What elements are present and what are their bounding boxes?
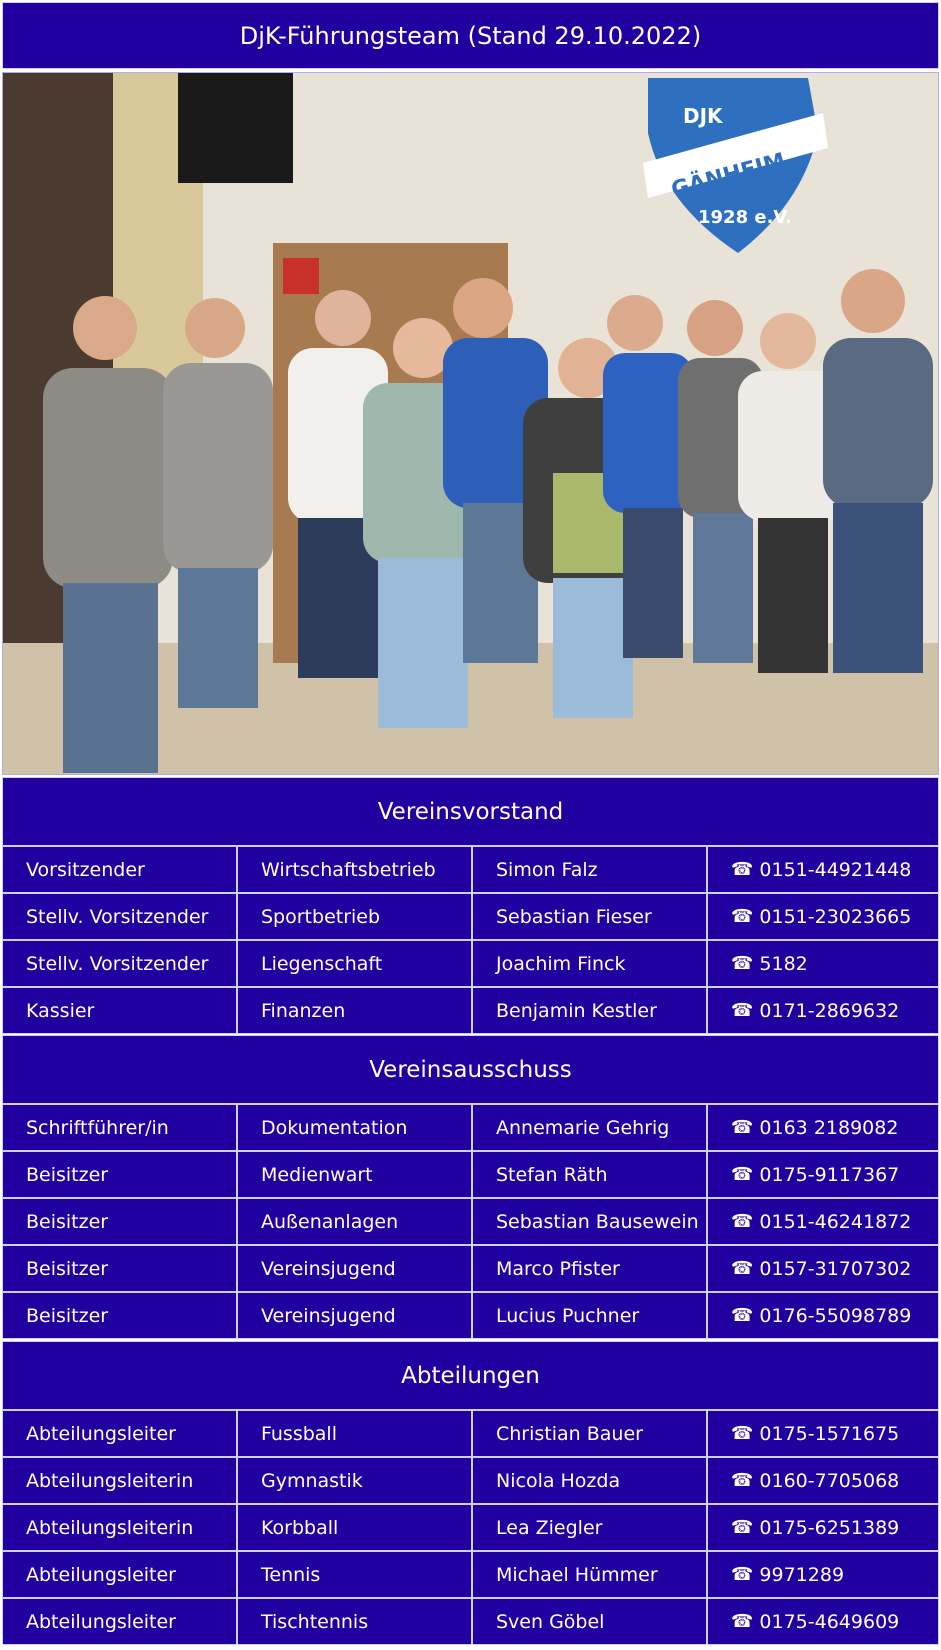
area-cell: Sportbetrieb <box>237 893 472 940</box>
phone-number[interactable]: 0175-1571675 <box>759 1422 900 1445</box>
section-title: Vereinsvorstand <box>2 777 939 846</box>
logo-text-2: GÄNHEIM <box>668 148 789 204</box>
table-row <box>2 893 939 940</box>
name-cell: Nicola Hozda <box>472 1457 707 1504</box>
section-title: Abteilungen <box>2 1341 939 1410</box>
phone-cell[interactable] <box>707 940 939 987</box>
area-cell: Wirtschaftsbetrieb <box>237 846 472 893</box>
name-cell: Benjamin Kestler <box>472 987 707 1034</box>
phone-number[interactable]: 0171-2869632 <box>759 999 900 1022</box>
name-cell: Michael Hümmer <box>472 1551 707 1598</box>
area-cell: Korbball <box>237 1504 472 1551</box>
phone-number[interactable]: 0175-6251389 <box>759 1516 900 1539</box>
phone-number[interactable]: 0151-44921448 <box>759 858 912 881</box>
phone-icon: ☎ <box>731 1258 754 1279</box>
role-cell: Beisitzer <box>2 1151 237 1198</box>
area-cell: Vereinsjugend <box>237 1245 472 1292</box>
role-cell: Abteilungsleiter <box>2 1551 237 1598</box>
phone-icon: ☎ <box>731 1117 754 1138</box>
table-row <box>2 1245 939 1292</box>
role-cell: Abteilungsleiter <box>2 1598 237 1645</box>
name-cell: Sven Göbel <box>472 1598 707 1645</box>
role-cell: Vorsitzender <box>2 846 237 893</box>
area-cell: Außenanlagen <box>237 1198 472 1245</box>
table-row <box>2 1151 939 1198</box>
fire-extinguisher-sign-icon <box>283 258 319 294</box>
phone-cell[interactable] <box>707 987 939 1034</box>
table-row <box>2 940 939 987</box>
table-row <box>2 1504 939 1551</box>
role-cell: Abteilungsleiter <box>2 1410 237 1457</box>
table-row <box>2 1104 939 1151</box>
phone-number[interactable]: 0157-31707302 <box>759 1257 912 1280</box>
role-cell: Schriftführer/in <box>2 1104 237 1151</box>
phone-cell[interactable] <box>707 1598 939 1645</box>
phone-number[interactable]: 9971289 <box>759 1563 845 1586</box>
phone-icon: ☎ <box>731 1470 754 1491</box>
phone-icon: ☎ <box>731 1164 754 1185</box>
table-row <box>2 1551 939 1598</box>
area-cell: Medienwart <box>237 1151 472 1198</box>
phone-cell[interactable] <box>707 1551 939 1598</box>
table-row <box>2 846 939 893</box>
name-cell: Marco Pfister <box>472 1245 707 1292</box>
phone-cell[interactable] <box>707 1292 939 1339</box>
phone-number[interactable]: 0176-55098789 <box>759 1304 912 1327</box>
team-photo <box>2 72 939 775</box>
area-cell: Fussball <box>237 1410 472 1457</box>
phone-number[interactable]: 0175-9117367 <box>759 1163 900 1186</box>
phone-icon: ☎ <box>731 1423 754 1444</box>
phone-number[interactable]: 0151-46241872 <box>759 1210 912 1233</box>
phone-icon: ☎ <box>731 1305 754 1326</box>
table-row <box>2 1198 939 1245</box>
area-cell: Vereinsjugend <box>237 1292 472 1339</box>
role-cell: Abteilungsleiterin <box>2 1504 237 1551</box>
role-cell: Abteilungsleiterin <box>2 1457 237 1504</box>
table-row <box>2 1410 939 1457</box>
phone-cell[interactable] <box>707 1104 939 1151</box>
role-cell: Stellv. Vorsitzender <box>2 893 237 940</box>
area-cell: Tennis <box>237 1551 472 1598</box>
phone-icon: ☎ <box>731 1000 754 1021</box>
section-title: Vereinsausschuss <box>2 1035 939 1104</box>
phone-cell[interactable] <box>707 1457 939 1504</box>
phone-number[interactable]: 0160-7705068 <box>759 1469 900 1492</box>
role-cell: Beisitzer <box>2 1198 237 1245</box>
section-vereinsvorstand <box>2 777 939 1034</box>
page-title: DjK-Führungsteam (Stand 29.10.2022) <box>2 2 939 69</box>
table-row <box>2 1457 939 1504</box>
phone-cell[interactable] <box>707 893 939 940</box>
name-cell: Lea Ziegler <box>472 1504 707 1551</box>
phone-number[interactable]: 5182 <box>759 952 808 975</box>
phone-cell[interactable] <box>707 1151 939 1198</box>
section-abteilungen <box>2 1341 939 1645</box>
phone-cell[interactable] <box>707 1245 939 1292</box>
area-cell: Tischtennis <box>237 1598 472 1645</box>
name-cell: Christian Bauer <box>472 1410 707 1457</box>
phone-number[interactable]: 0163 2189082 <box>759 1116 899 1139</box>
logo-text-1: DJK <box>683 104 723 128</box>
phone-icon: ☎ <box>731 1611 754 1632</box>
section-vereinsausschuss <box>2 1035 939 1339</box>
name-cell: Simon Falz <box>472 846 707 893</box>
table-row <box>2 1292 939 1339</box>
phone-icon: ☎ <box>731 859 754 880</box>
name-cell: Stefan Räth <box>472 1151 707 1198</box>
phone-cell[interactable] <box>707 1410 939 1457</box>
phone-number[interactable]: 0151-23023665 <box>759 905 912 928</box>
role-cell: Kassier <box>2 987 237 1034</box>
role-cell: Stellv. Vorsitzender <box>2 940 237 987</box>
phone-icon: ☎ <box>731 1517 754 1538</box>
logo-text-3: 1928 e.V. <box>698 207 792 228</box>
phone-cell[interactable] <box>707 846 939 893</box>
phone-icon: ☎ <box>731 1564 754 1585</box>
phone-icon: ☎ <box>731 1211 754 1232</box>
area-cell: Gymnastik <box>237 1457 472 1504</box>
phone-number[interactable]: 0175-4649609 <box>759 1610 900 1633</box>
role-cell: Beisitzer <box>2 1292 237 1339</box>
phone-cell[interactable] <box>707 1198 939 1245</box>
area-cell: Liegenschaft <box>237 940 472 987</box>
table-row <box>2 987 939 1034</box>
area-cell: Dokumentation <box>237 1104 472 1151</box>
phone-cell[interactable] <box>707 1504 939 1551</box>
area-cell: Finanzen <box>237 987 472 1034</box>
table-row <box>2 1598 939 1645</box>
name-cell: Sebastian Bausewein <box>472 1198 707 1245</box>
name-cell: Joachim Finck <box>472 940 707 987</box>
name-cell: Annemarie Gehrig <box>472 1104 707 1151</box>
name-cell: Lucius Puchner <box>472 1292 707 1339</box>
role-cell: Beisitzer <box>2 1245 237 1292</box>
phone-icon: ☎ <box>731 906 754 927</box>
phone-icon: ☎ <box>731 953 754 974</box>
name-cell: Sebastian Fieser <box>472 893 707 940</box>
